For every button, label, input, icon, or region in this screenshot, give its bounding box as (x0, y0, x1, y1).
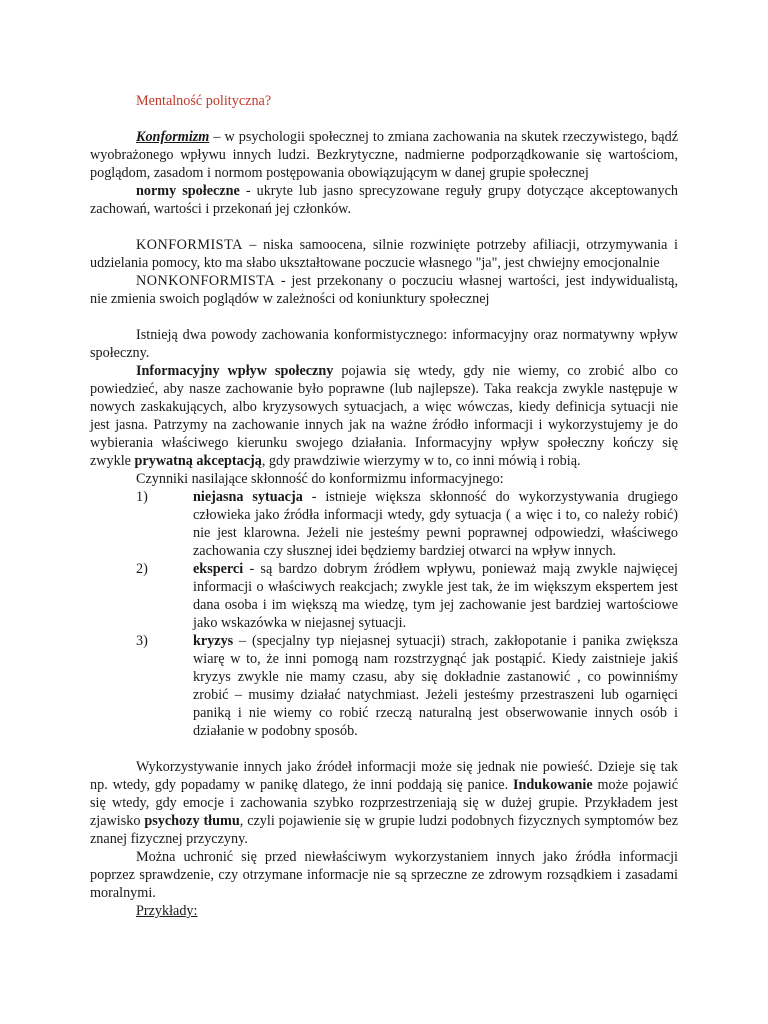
list-number: 3) (136, 633, 148, 649)
paragraph-przyklady (90, 902, 678, 920)
paragraph-uchronic: Można uchronić się przed niewłaściwym wykorzystaniem innych jako źródła informacji poprzez sprawdzenie, czy otrzymane informacje nie są sprzeczne ze zdrowym rozsądkiem i zasadami moralnymi. (90, 849, 678, 901)
definition-nonkonformista: - jest przekonany o poczuciu własnej wartości, jest indywidualistą, nie zmienia swoich poglądów w zależności od koniunktury społecznej (90, 273, 678, 307)
definition-normy: - ukryte lub jasno sprecyzowane reguły grupy dotyczące akceptowanych zachowań, wartości i przekonań jej członków. (90, 183, 678, 217)
term-konformista: KONFORMISTA (136, 237, 243, 253)
list-body (193, 488, 678, 560)
definition-konformizm: – w psychologii społecznej to zmiana zachowania na skutek rzeczywistego, bądź wyobrażonego wpływu innych ludzi. Bezkrytyczne, nadmierne podporządkowanie się wartościom, poglądom, zasadom i normom postępowania obowiązującym w danej grupie społecznej (90, 129, 678, 181)
list-item (90, 560, 678, 632)
factors-list (90, 488, 678, 740)
term-prywatna-akceptacja: prywatną akceptacją (134, 453, 262, 469)
text-informacyjny-1: pojawia się wtedy, gdy nie wiemy, co zrobić albo co powiedzieć, aby nasze zachowanie było poprawne (lub najlepsze). Taka reakcja zwykle następuje w nowych zaskakujących, albo kryzysowych sytuacjach, a więc wówczas, kiedy definicja sytuacji nie jest jasna. Patrzymy na zachowanie innych jak na ważne źródło informacji i wykorzystujemy je do wybierania właściwego kierunku swojego działania. Informacyjny wpływ społeczny kończy się zwykle (90, 363, 678, 469)
list-item (90, 488, 678, 560)
paragraph-konformista (90, 236, 678, 272)
paragraph-czynniki: Czynniki nasilające skłonność do konformizmu informacyjnego: (136, 471, 504, 487)
term-informacyjny: Informacyjny wpływ społeczny (136, 363, 334, 379)
list-text: – (specjalny typ niejasnej sytuacji) strach, zakłopotanie i panika zwiększa wiarę w to, że inni pomogą nam rozstrzygnąć jak postąpić. Kiedy zaistnieje jakiś kryzys zwykle nie mamy czasu, aby się dokładnie zastanowić , co powinniśmy zrobić – musimy działać natychmiast. Jeżeli jesteśmy przestraszeni lub ogarnięci paniką i nie wiemy co robić rzeczą naturalną jest obserwowanie innych osób i działanie w podobny sposób. (193, 633, 678, 739)
list-item (90, 632, 678, 740)
text-wykorzystywanie-3: , czyli pojawienie się w grupie ludzi podobnych fizycznych symptomów bez znanej fizycznej przyczyny. (90, 813, 679, 847)
heading-przyklady: Przykłady: (136, 903, 198, 919)
paragraph-powody: Istnieją dwa powody zachowania konformistycznego: informacyjny oraz normatywny wpływ społeczny. (90, 327, 678, 361)
list-body (193, 560, 678, 632)
text-informacyjny-2: , gdy prawdziwie wierzymy w to, co inni mówią i robią. (261, 453, 581, 469)
document-body (90, 92, 678, 920)
list-body (193, 632, 678, 740)
term-psychozy-tlumu: psychozy tłumu (144, 813, 240, 829)
definition-konformista: – niska samoocena, silnie rozwinięte potrzeby afiliacji, otrzymywania i udzielania pomocy, kto ma słabo ukształtowane poczucie własnego "ja", jest chwiejny emocjonalnie (90, 237, 678, 271)
term-normy: normy społeczne (136, 183, 240, 199)
text-wykorzystywanie-2: może pojawić się wtedy, gdy emocje i zachowania szybko rozprzestrzeniają się w dużej grupie. Przykładem jest zjawisko (90, 777, 678, 829)
term-indukowanie: Indukowanie (512, 777, 593, 793)
list-number: 1) (136, 489, 148, 505)
paragraph-nonkonformista (90, 272, 678, 308)
list-number: 2) (136, 561, 148, 577)
term-nonkonformista: NONKONFORMISTA (136, 273, 276, 289)
list-text: - są bardzo dobrym źródłem wpływu, ponieważ mają zwykle najwięcej informacji o właściwych reakcjach; zwykle jest tak, że im większym ekspertem jest dana osoba i im większą ma wiedzę, tym jej zachowanie jest bardziej wartościowe jako wskazówka w niejasnej sytuacji. (193, 561, 678, 631)
paragraph-normy (90, 182, 678, 218)
paragraph-konformizm (90, 128, 678, 182)
page-title: Mentalność polityczna? (136, 93, 272, 109)
list-text: - istnieje większa skłonność do wykorzystywania drugiego człowieka jako źródła informacji wtedy, gdy sytuacja ( a więc i to, co należy robić) nie jest klarowna. Jeżeli nie jesteśmy pewni poprawnej odpowiedzi, właściwego zachowania czy słusznej idei będziemy bardziej otwarci na wpływ innych. (193, 489, 678, 559)
paragraph-informacyjny (90, 362, 678, 470)
list-term: eksperci (193, 561, 244, 577)
paragraph-wykorzystywanie (90, 758, 678, 848)
term-konformizm: Konformizm (136, 129, 210, 145)
list-term: kryzys (193, 633, 234, 649)
list-term: niejasna sytuacja (193, 489, 303, 505)
text-wykorzystywanie-1: Wykorzystywanie innych jako źródeł informacji może się jednak nie powieść. Dzieje się tak np. wtedy, gdy popadamy w panikę dlatego, że inni poddają się panice. (90, 759, 678, 793)
